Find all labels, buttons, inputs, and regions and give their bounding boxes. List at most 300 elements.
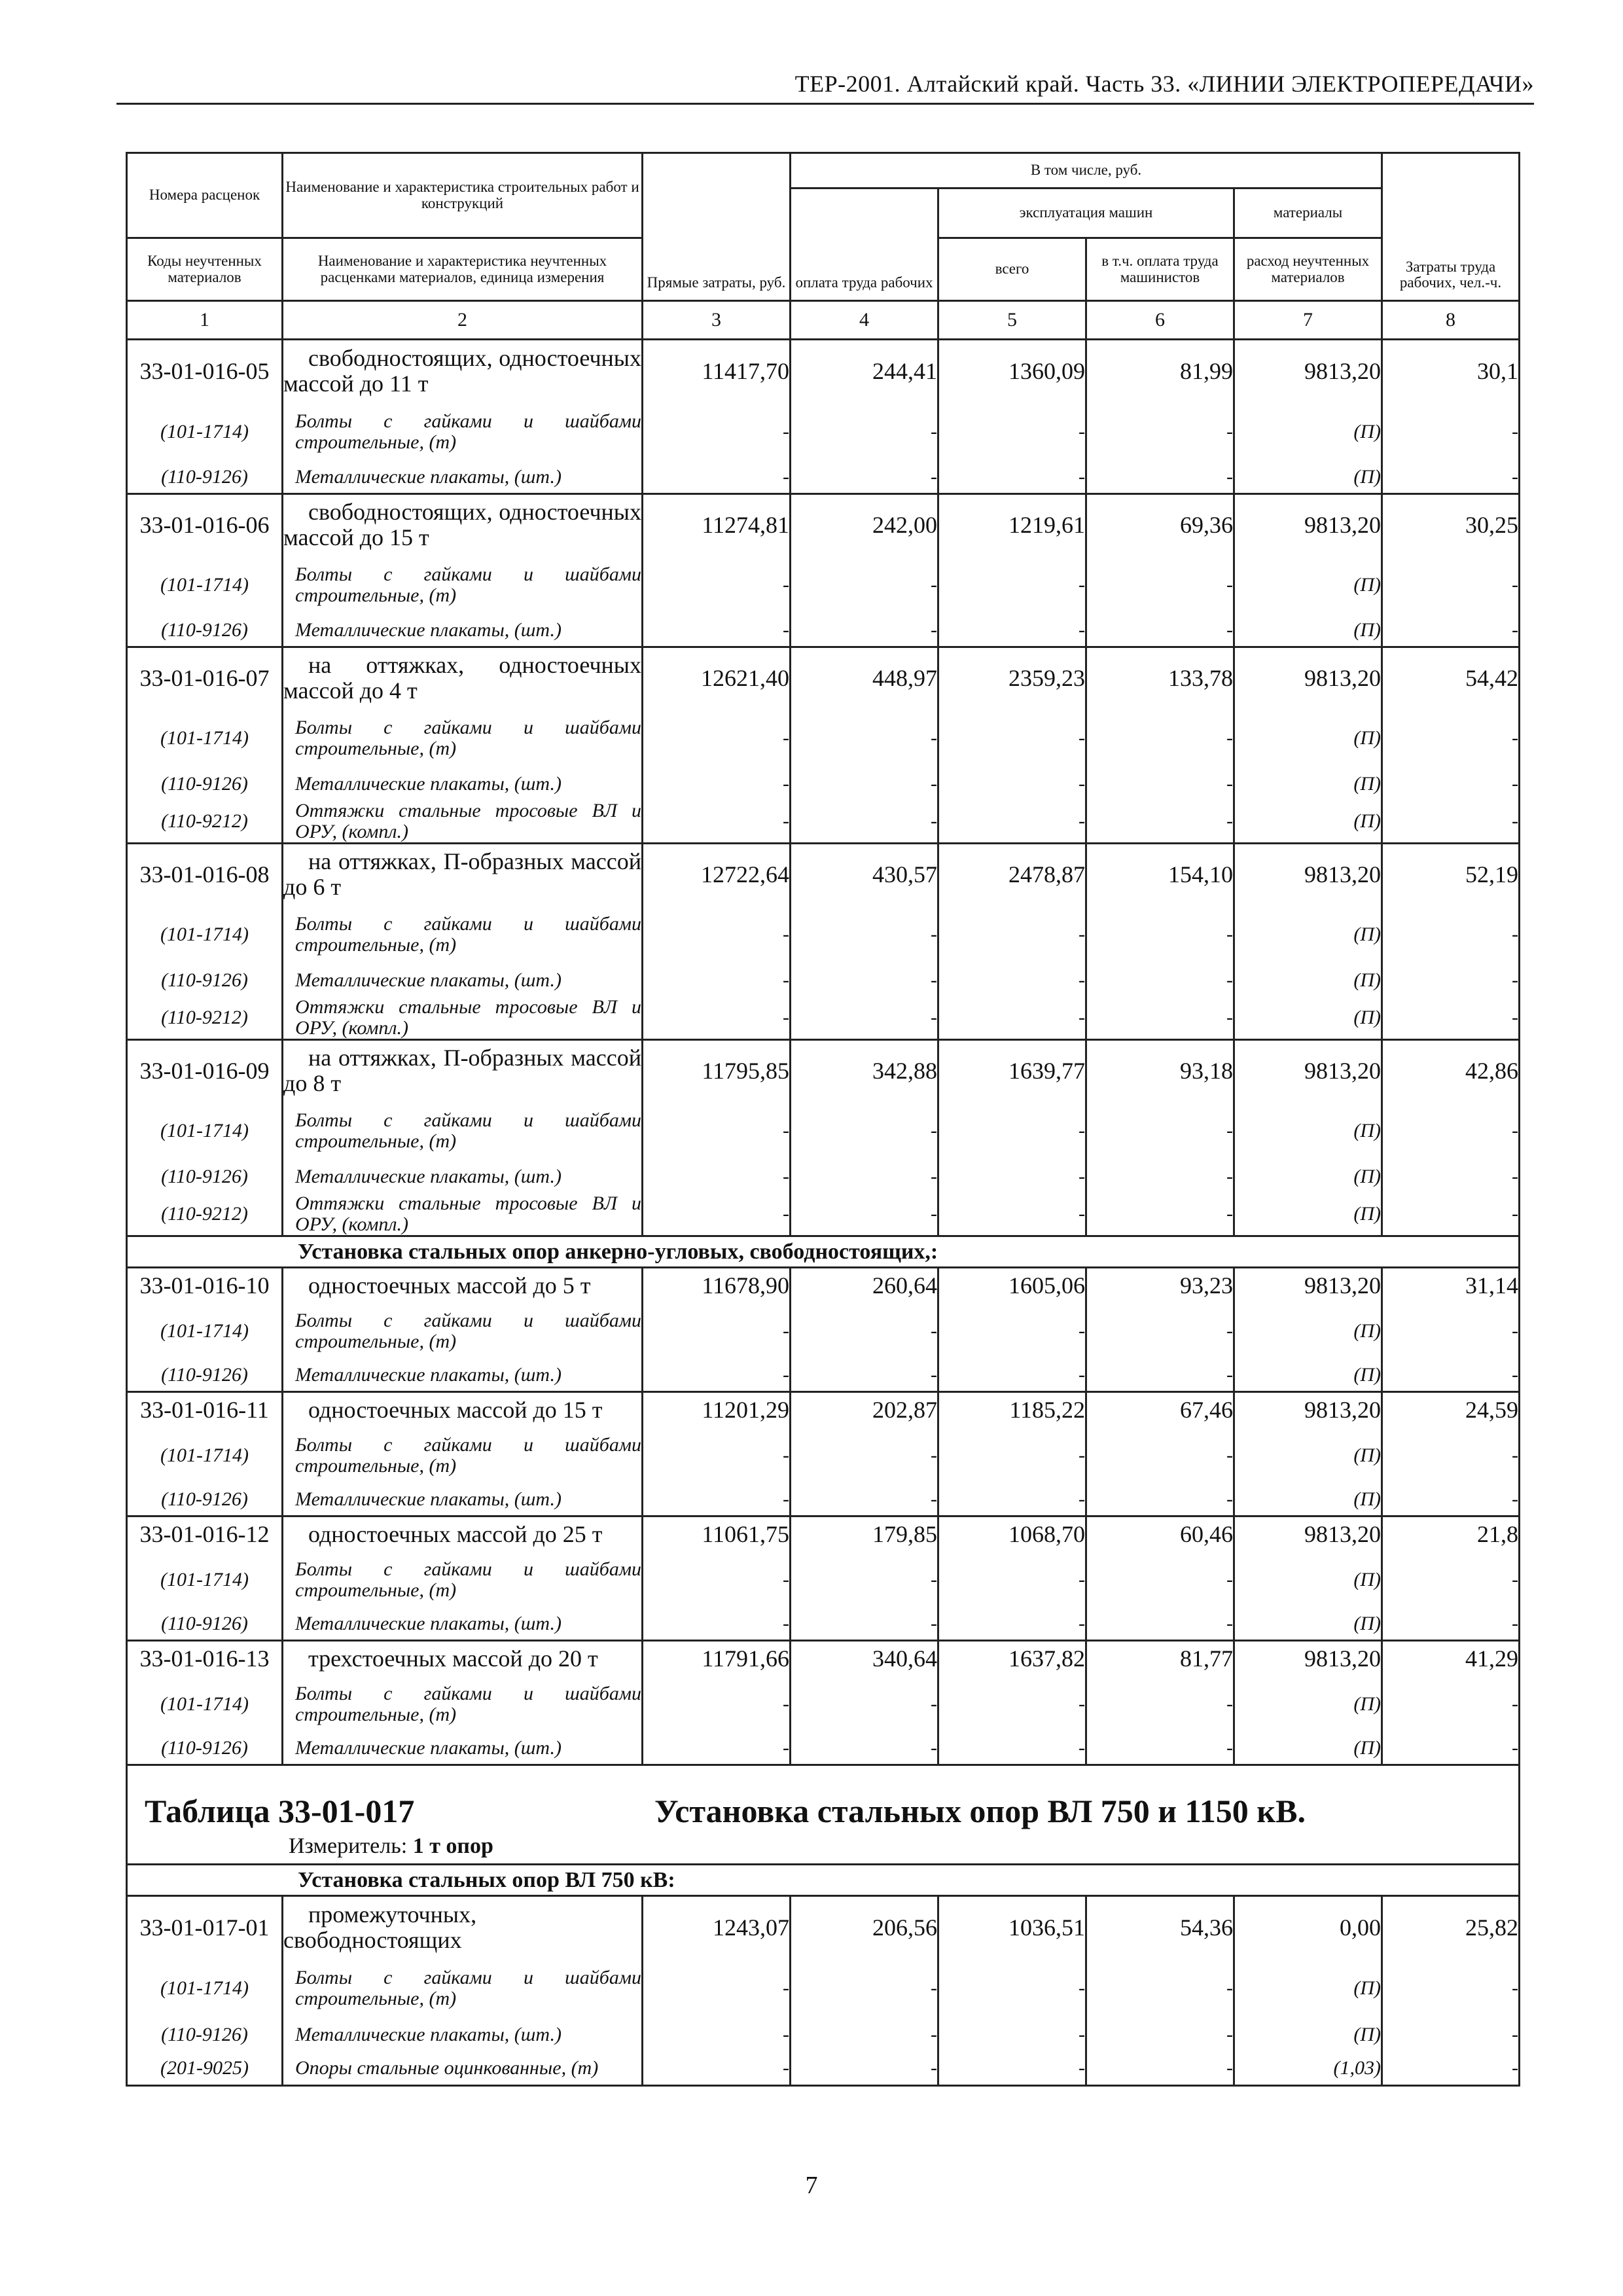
rate-name: на оттяжках, П-образных массой до 8 т	[283, 1040, 643, 1102]
material-consumption: (П)	[1234, 556, 1382, 615]
empty-value-dash: -	[643, 556, 791, 615]
material-consumption: (П)	[1234, 2018, 1382, 2052]
material-row	[127, 461, 1520, 494]
col-header-materials: материалы	[1234, 188, 1382, 238]
col-number: 5	[938, 301, 1086, 340]
material-name: Металлические плакаты, (шт.)	[283, 1484, 643, 1516]
material-row	[127, 964, 1520, 997]
empty-value-dash: -	[1086, 1676, 1234, 1732]
rate-row	[127, 1268, 1520, 1303]
empty-value-dash: -	[643, 1959, 791, 2018]
empty-value-dash: -	[1382, 2052, 1520, 2086]
material-name: Металлические плакаты, (шт.)	[283, 768, 643, 800]
empty-value-dash: -	[1086, 1359, 1234, 1392]
machinists-wages-value: 67,46	[1086, 1392, 1234, 1427]
wages-value: 430,57	[791, 844, 938, 905]
material-name: Болты с гайками и шайбами строительные, (т)	[283, 1427, 643, 1484]
empty-value-dash: -	[938, 905, 1086, 964]
material-code: (110-9126)	[127, 1484, 283, 1516]
material-row	[127, 997, 1520, 1040]
rate-name: одностоечных массой до 25 т	[283, 1516, 643, 1552]
materials-value: 9813,20	[1234, 1641, 1382, 1676]
col-header-material-names: Наименование и характеристика неучтенных расценками материалов, единица измерения	[283, 238, 643, 301]
material-consumption: (П)	[1234, 709, 1382, 768]
empty-value-dash: -	[643, 403, 791, 461]
empty-value-dash: -	[643, 1193, 791, 1236]
material-row	[127, 1193, 1520, 1236]
col-header-labor: Затраты труда рабочих, чел.-ч.	[1382, 153, 1520, 301]
machines-value: 1637,82	[938, 1641, 1086, 1676]
empty-value-dash: -	[938, 997, 1086, 1040]
rate-code: 33-01-016-05	[127, 340, 283, 403]
empty-value-dash: -	[791, 461, 938, 494]
material-name: Металлические плакаты, (шт.)	[283, 964, 643, 997]
material-consumption: (П)	[1234, 1959, 1382, 2018]
material-name: Болты с гайками и шайбами строительные, (т)	[283, 556, 643, 615]
material-code: (101-1714)	[127, 1552, 283, 1608]
empty-value-dash: -	[938, 768, 1086, 800]
material-row	[127, 1160, 1520, 1193]
material-consumption: (П)	[1234, 1732, 1382, 1765]
material-code: (110-9126)	[127, 1160, 283, 1193]
rate-name: одностоечных массой до 5 т	[283, 1268, 643, 1303]
material-consumption: (П)	[1234, 1303, 1382, 1359]
empty-value-dash: -	[643, 1676, 791, 1732]
labor-value: 31,14	[1382, 1268, 1520, 1303]
machinists-wages-value: 69,36	[1086, 494, 1234, 556]
material-code: (101-1714)	[127, 1303, 283, 1359]
empty-value-dash: -	[1086, 2052, 1234, 2086]
empty-value-dash: -	[1382, 905, 1520, 964]
direct-costs-value: 11061,75	[643, 1516, 791, 1552]
labor-value: 42,86	[1382, 1040, 1520, 1102]
material-code: (101-1714)	[127, 905, 283, 964]
empty-value-dash: -	[1382, 800, 1520, 844]
empty-value-dash: -	[643, 1484, 791, 1516]
empty-value-dash: -	[1086, 615, 1234, 647]
material-row	[127, 2052, 1520, 2086]
machinists-wages-value: 60,46	[1086, 1516, 1234, 1552]
empty-value-dash: -	[1382, 1160, 1520, 1193]
empty-value-dash: -	[1382, 461, 1520, 494]
material-name: Металлические плакаты, (шт.)	[283, 461, 643, 494]
empty-value-dash: -	[791, 403, 938, 461]
material-code: (110-9212)	[127, 1193, 283, 1236]
col-header-machines: эксплуатация машин	[938, 188, 1234, 238]
material-consumption: (П)	[1234, 800, 1382, 844]
empty-value-dash: -	[643, 461, 791, 494]
wages-value: 206,56	[791, 1896, 938, 1959]
material-code: (110-9126)	[127, 1608, 283, 1641]
direct-costs-value: 11791,66	[643, 1641, 791, 1676]
empty-value-dash: -	[1086, 905, 1234, 964]
col-number: 6	[1086, 301, 1234, 340]
rate-row	[127, 844, 1520, 905]
materials-value: 9813,20	[1234, 340, 1382, 403]
materials-value: 0,00	[1234, 1896, 1382, 1959]
section-row	[127, 1236, 1520, 1268]
empty-value-dash: -	[643, 1303, 791, 1359]
col-header-rate-numbers: Номера расценок	[127, 153, 283, 238]
empty-value-dash: -	[643, 905, 791, 964]
empty-value-dash: -	[791, 2052, 938, 2086]
material-code: (101-1714)	[127, 556, 283, 615]
empty-value-dash: -	[791, 1676, 938, 1732]
empty-value-dash: -	[1086, 768, 1234, 800]
empty-value-dash: -	[938, 1959, 1086, 2018]
direct-costs-value: 11274,81	[643, 494, 791, 556]
rate-code: 33-01-016-10	[127, 1268, 283, 1303]
rate-code: 33-01-016-08	[127, 844, 283, 905]
empty-value-dash: -	[938, 2018, 1086, 2052]
empty-value-dash: -	[1086, 556, 1234, 615]
empty-value-dash: -	[1382, 1552, 1520, 1608]
empty-value-dash: -	[1382, 2018, 1520, 2052]
empty-value-dash: -	[938, 615, 1086, 647]
material-code: (101-1714)	[127, 709, 283, 768]
empty-value-dash: -	[938, 1732, 1086, 1765]
material-code: (101-1714)	[127, 403, 283, 461]
empty-value-dash: -	[791, 1484, 938, 1516]
material-row	[127, 768, 1520, 800]
material-row	[127, 556, 1520, 615]
empty-value-dash: -	[1382, 1102, 1520, 1160]
material-name: Оттяжки стальные тросовые ВЛ и ОРУ, (компл.)	[283, 1193, 643, 1236]
empty-value-dash: -	[643, 1160, 791, 1193]
empty-value-dash: -	[791, 1959, 938, 2018]
material-name: Металлические плакаты, (шт.)	[283, 615, 643, 647]
empty-value-dash: -	[1382, 1959, 1520, 2018]
empty-value-dash: -	[938, 964, 1086, 997]
empty-value-dash: -	[791, 556, 938, 615]
labor-value: 30,1	[1382, 340, 1520, 403]
empty-value-dash: -	[643, 1102, 791, 1160]
empty-value-dash: -	[1086, 461, 1234, 494]
empty-value-dash: -	[791, 964, 938, 997]
machines-value: 1068,70	[938, 1516, 1086, 1552]
empty-value-dash: -	[1382, 1676, 1520, 1732]
empty-value-dash: -	[1382, 556, 1520, 615]
material-consumption: (П)	[1234, 997, 1382, 1040]
empty-value-dash: -	[643, 800, 791, 844]
material-name: Оттяжки стальные тросовые ВЛ и ОРУ, (компл.)	[283, 800, 643, 844]
empty-value-dash: -	[1086, 1102, 1234, 1160]
empty-value-dash: -	[643, 1359, 791, 1392]
empty-value-dash: -	[1382, 1303, 1520, 1359]
empty-value-dash: -	[1086, 997, 1234, 1040]
labor-value: 30,25	[1382, 494, 1520, 556]
wages-value: 342,88	[791, 1040, 938, 1102]
empty-value-dash: -	[643, 1427, 791, 1484]
empty-value-dash: -	[1086, 1959, 1234, 2018]
meter-line	[289, 1834, 493, 1859]
material-name: Болты с гайками и шайбами строительные, (т)	[283, 1552, 643, 1608]
material-code: (110-9126)	[127, 1359, 283, 1392]
material-name: Металлические плакаты, (шт.)	[283, 1359, 643, 1392]
machinists-wages-value: 81,77	[1086, 1641, 1234, 1676]
empty-value-dash: -	[1382, 1427, 1520, 1484]
rate-code: 33-01-017-01	[127, 1896, 283, 1959]
empty-value-dash: -	[1086, 800, 1234, 844]
material-row	[127, 1359, 1520, 1392]
wages-value: 202,87	[791, 1392, 938, 1427]
labor-value: 52,19	[1382, 844, 1520, 905]
empty-value-dash: -	[938, 1303, 1086, 1359]
wages-value: 179,85	[791, 1516, 938, 1552]
material-row	[127, 1102, 1520, 1160]
table-title-block	[127, 1765, 1520, 1865]
empty-value-dash: -	[791, 1732, 938, 1765]
empty-value-dash: -	[791, 1552, 938, 1608]
meter-value: 1 т опор	[412, 1834, 493, 1858]
machines-value: 1185,22	[938, 1392, 1086, 1427]
empty-value-dash: -	[1086, 1160, 1234, 1193]
empty-value-dash: -	[1382, 768, 1520, 800]
direct-costs-value: 12722,64	[643, 844, 791, 905]
empty-value-dash: -	[938, 709, 1086, 768]
material-name: Металлические плакаты, (шт.)	[283, 1608, 643, 1641]
rate-row	[127, 647, 1520, 709]
material-consumption: (П)	[1234, 461, 1382, 494]
rate-name: на оттяжках, П-образных массой до 6 т	[283, 844, 643, 905]
material-code: (201-9025)	[127, 2052, 283, 2086]
col-number: 4	[791, 301, 938, 340]
material-code: (101-1714)	[127, 1959, 283, 2018]
material-consumption: (П)	[1234, 1676, 1382, 1732]
rate-code: 33-01-016-13	[127, 1641, 283, 1676]
machines-value: 2478,87	[938, 844, 1086, 905]
direct-costs-value: 11417,70	[643, 340, 791, 403]
empty-value-dash: -	[791, 1427, 938, 1484]
wages-value: 260,64	[791, 1268, 938, 1303]
empty-value-dash: -	[938, 403, 1086, 461]
empty-value-dash: -	[1086, 1303, 1234, 1359]
material-code: (110-9126)	[127, 2018, 283, 2052]
material-consumption: (П)	[1234, 1552, 1382, 1608]
rate-name: трехстоечных массой до 20 т	[283, 1641, 643, 1676]
page-header-title: ТЕР-2001. Алтайский край. Часть 33. «ЛИНИИ ЭЛЕКТРОПЕРЕДАЧИ»	[794, 71, 1534, 97]
machinists-wages-value: 93,23	[1086, 1268, 1234, 1303]
empty-value-dash: -	[1382, 964, 1520, 997]
empty-value-dash: -	[938, 1608, 1086, 1641]
empty-value-dash: -	[938, 1552, 1086, 1608]
empty-value-dash: -	[1382, 1732, 1520, 1765]
machinists-wages-value: 81,99	[1086, 340, 1234, 403]
empty-value-dash: -	[791, 615, 938, 647]
machinists-wages-value: 133,78	[1086, 647, 1234, 709]
meter-label: Измеритель:	[289, 1834, 408, 1858]
materials-value: 9813,20	[1234, 1516, 1382, 1552]
material-code: (110-9126)	[127, 1732, 283, 1765]
empty-value-dash: -	[938, 1676, 1086, 1732]
empty-value-dash: -	[643, 2018, 791, 2052]
empty-value-dash: -	[643, 1732, 791, 1765]
empty-value-dash: -	[1086, 1193, 1234, 1236]
empty-value-dash: -	[938, 800, 1086, 844]
material-row	[127, 1732, 1520, 1765]
material-code: (110-9126)	[127, 461, 283, 494]
material-row	[127, 1959, 1520, 2018]
empty-value-dash: -	[1382, 709, 1520, 768]
empty-value-dash: -	[1086, 1484, 1234, 1516]
direct-costs-value: 12621,40	[643, 647, 791, 709]
machines-value: 1036,51	[938, 1896, 1086, 1959]
col-number: 7	[1234, 301, 1382, 340]
material-consumption: (П)	[1234, 1160, 1382, 1193]
direct-costs-value: 11795,85	[643, 1040, 791, 1102]
empty-value-dash: -	[643, 768, 791, 800]
material-row	[127, 1427, 1520, 1484]
empty-value-dash: -	[791, 709, 938, 768]
machines-value: 2359,23	[938, 647, 1086, 709]
labor-value: 54,42	[1382, 647, 1520, 709]
section-title: Установка стальных опор анкерно-угловых, свободностоящих,:	[127, 1236, 1520, 1268]
material-row	[127, 1484, 1520, 1516]
material-name: Болты с гайками и шайбами строительные, (т)	[283, 403, 643, 461]
table-label: Таблица 33-01-017	[145, 1793, 415, 1829]
empty-value-dash: -	[1086, 964, 1234, 997]
rate-row	[127, 340, 1520, 403]
material-row	[127, 709, 1520, 768]
material-consumption: (П)	[1234, 905, 1382, 964]
material-row	[127, 800, 1520, 844]
col-header-work-name: Наименование и характеристика строительных работ и конструкций	[283, 153, 643, 238]
material-consumption: (П)	[1234, 964, 1382, 997]
rate-row	[127, 494, 1520, 556]
material-row	[127, 1676, 1520, 1732]
material-code: (110-9126)	[127, 615, 283, 647]
empty-value-dash: -	[643, 709, 791, 768]
col-header-wages: оплата труда рабочих	[791, 188, 938, 301]
wages-value: 340,64	[791, 1641, 938, 1676]
material-name: Болты с гайками и шайбами строительные, (т)	[283, 709, 643, 768]
empty-value-dash: -	[791, 768, 938, 800]
machinists-wages-value: 93,18	[1086, 1040, 1234, 1102]
empty-value-dash: -	[791, 905, 938, 964]
direct-costs-value: 11201,29	[643, 1392, 791, 1427]
rate-row	[127, 1392, 1520, 1427]
wages-value: 244,41	[791, 340, 938, 403]
machines-value: 1219,61	[938, 494, 1086, 556]
material-name: Болты с гайками и шайбами строительные, (т)	[283, 1102, 643, 1160]
machines-value: 1605,06	[938, 1268, 1086, 1303]
machinists-wages-value: 54,36	[1086, 1896, 1234, 1959]
empty-value-dash: -	[1382, 1359, 1520, 1392]
material-name: Оттяжки стальные тросовые ВЛ и ОРУ, (компл.)	[283, 997, 643, 1040]
material-code: (110-9212)	[127, 800, 283, 844]
material-name: Болты с гайками и шайбами строительные, (т)	[283, 905, 643, 964]
materials-value: 9813,20	[1234, 1040, 1382, 1102]
rate-name: промежуточных, свободностоящих	[283, 1896, 643, 1959]
material-consumption: (П)	[1234, 403, 1382, 461]
empty-value-dash: -	[791, 1303, 938, 1359]
rate-name: на оттяжках, одностоечных массой до 4 т	[283, 647, 643, 709]
material-name: Болты с гайками и шайбами строительные, (т)	[283, 1676, 643, 1732]
empty-value-dash: -	[1086, 1552, 1234, 1608]
col-number: 1	[127, 301, 283, 340]
empty-value-dash: -	[938, 1359, 1086, 1392]
material-name: Болты с гайками и шайбами строительные, (т)	[283, 1303, 643, 1359]
empty-value-dash: -	[643, 997, 791, 1040]
empty-value-dash: -	[938, 1160, 1086, 1193]
empty-value-dash: -	[791, 1102, 938, 1160]
col-number: 8	[1382, 301, 1520, 340]
col-header-direct-costs: Прямые затраты, руб.	[643, 153, 791, 301]
rate-code: 33-01-016-07	[127, 647, 283, 709]
empty-value-dash: -	[1382, 1193, 1520, 1236]
material-consumption: (П)	[1234, 1427, 1382, 1484]
direct-costs-value: 11678,90	[643, 1268, 791, 1303]
material-consumption: (П)	[1234, 1608, 1382, 1641]
rate-code: 33-01-016-06	[127, 494, 283, 556]
machines-value: 1639,77	[938, 1040, 1086, 1102]
labor-value: 41,29	[1382, 1641, 1520, 1676]
machines-value: 1360,09	[938, 340, 1086, 403]
empty-value-dash: -	[1382, 615, 1520, 647]
rate-code: 33-01-016-11	[127, 1392, 283, 1427]
empty-value-dash: -	[1086, 1608, 1234, 1641]
empty-value-dash: -	[938, 1484, 1086, 1516]
material-row	[127, 2018, 1520, 2052]
empty-value-dash: -	[938, 556, 1086, 615]
empty-value-dash: -	[791, 997, 938, 1040]
col-number: 2	[283, 301, 643, 340]
material-code: (110-9126)	[127, 768, 283, 800]
section-row	[127, 1865, 1520, 1896]
empty-value-dash: -	[1382, 1608, 1520, 1641]
material-consumption: (П)	[1234, 1193, 1382, 1236]
rate-row	[127, 1896, 1520, 1959]
empty-value-dash: -	[791, 2018, 938, 2052]
empty-value-dash: -	[1382, 403, 1520, 461]
material-name: Металлические плакаты, (шт.)	[283, 1732, 643, 1765]
rate-row	[127, 1641, 1520, 1676]
empty-value-dash: -	[791, 1160, 938, 1193]
empty-value-dash: -	[643, 615, 791, 647]
col-number: 3	[643, 301, 791, 340]
material-code: (110-9126)	[127, 964, 283, 997]
material-code: (110-9212)	[127, 997, 283, 1040]
materials-value: 9813,20	[1234, 1268, 1382, 1303]
empty-value-dash: -	[643, 1608, 791, 1641]
material-row	[127, 1608, 1520, 1641]
material-row	[127, 615, 1520, 647]
material-consumption: (П)	[1234, 1359, 1382, 1392]
section-title: Установка стальных опор ВЛ 750 кВ:	[127, 1865, 1520, 1896]
empty-value-dash: -	[938, 1102, 1086, 1160]
rate-code: 33-01-016-09	[127, 1040, 283, 1102]
table-title: Установка стальных опор ВЛ 750 и 1150 кВ.	[654, 1793, 1306, 1829]
page-number: 7	[805, 2172, 818, 2199]
material-consumption: (1,03)	[1234, 2052, 1382, 2086]
material-name: Металлические плакаты, (шт.)	[283, 2018, 643, 2052]
labor-value: 25,82	[1382, 1896, 1520, 1959]
material-code: (101-1714)	[127, 1676, 283, 1732]
rate-row	[127, 1516, 1520, 1552]
materials-value: 9813,20	[1234, 844, 1382, 905]
materials-value: 9813,20	[1234, 647, 1382, 709]
material-consumption: (П)	[1234, 615, 1382, 647]
material-consumption: (П)	[1234, 1102, 1382, 1160]
direct-costs-value: 1243,07	[643, 1896, 791, 1959]
rate-name: свободностоящих, одностоечных массой до 15 т	[283, 494, 643, 556]
page-header	[116, 69, 1534, 105]
rates-table	[126, 152, 1520, 2087]
empty-value-dash: -	[1086, 403, 1234, 461]
col-header-including: В том числе, руб.	[791, 153, 1382, 188]
material-name: Металлические плакаты, (шт.)	[283, 1160, 643, 1193]
material-row	[127, 905, 1520, 964]
